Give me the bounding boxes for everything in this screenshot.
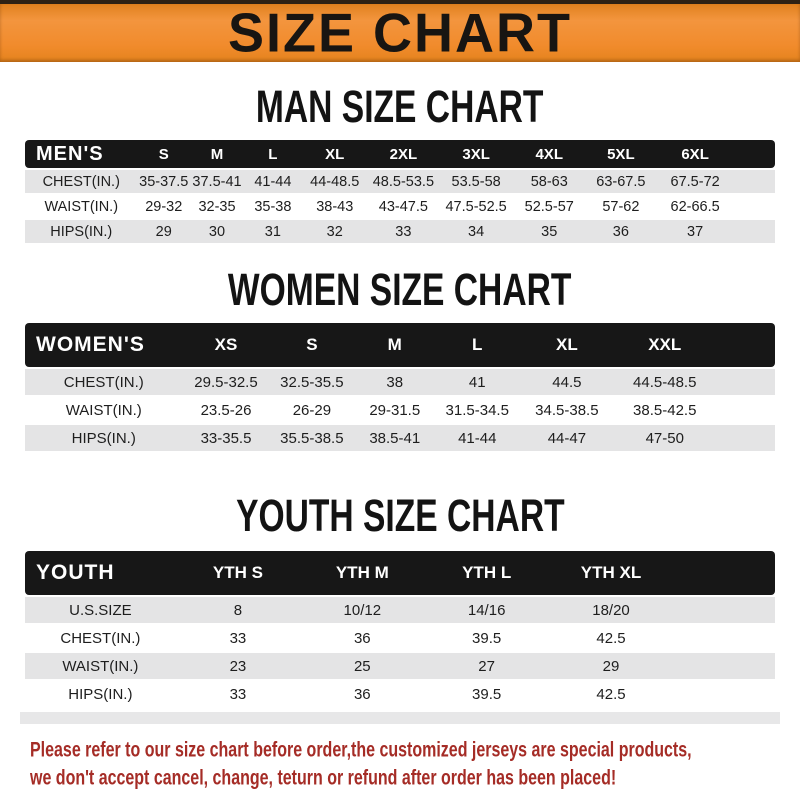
- row-label-cell: HIPS(IN.): [68, 685, 133, 703]
- value-cell: 62-66.5: [670, 198, 720, 215]
- value-cell: 63-67.5: [596, 173, 646, 190]
- row-label-cell: U.S.SIZE: [69, 601, 132, 619]
- size-header-row: [25, 551, 775, 595]
- filler-cell: [673, 597, 775, 623]
- banner-title: SIZE CHART: [228, 2, 572, 64]
- filler-cell: [734, 170, 775, 193]
- value-cell: 29.5-32.5: [194, 373, 258, 391]
- value-cell: 23: [229, 657, 247, 675]
- filler-cell: [715, 397, 775, 423]
- youth-section: [0, 490, 800, 709]
- measurement-row: [25, 397, 775, 423]
- row-label-cell: CHEST(IN.): [42, 173, 120, 190]
- size-column-header: 5XL: [585, 140, 656, 168]
- value-cell: 39.5: [472, 629, 502, 647]
- value-cell: 37: [687, 223, 704, 240]
- value-cell: 52.5-57: [524, 198, 574, 215]
- notice-line-2-text: we don't accept cancel, change, teturn or refund after order has been placed!: [30, 766, 617, 790]
- value-cell: 44-48.5: [310, 173, 360, 190]
- value-cell: 23.5-26: [200, 401, 252, 419]
- value-cell: 27: [478, 657, 495, 675]
- value-cell: 42.5: [596, 685, 626, 703]
- measurement-row: [25, 170, 775, 193]
- value-cell: 47.5-52.5: [445, 198, 507, 215]
- size-column-header: 2XL: [368, 140, 439, 168]
- youth-heading-text: YOUTH SIZE CHART: [235, 490, 565, 541]
- value-cell: 34: [468, 223, 485, 240]
- size-header-row: [25, 323, 775, 367]
- women-size-table: [25, 321, 775, 453]
- value-cell: 18/20: [592, 601, 630, 619]
- table-title-cell: MEN'S: [25, 140, 138, 168]
- men-section: [0, 81, 800, 245]
- women-section: [0, 264, 800, 453]
- value-cell: 48.5-53.5: [372, 173, 435, 190]
- filler-cell: [673, 653, 775, 679]
- value-cell: 31: [264, 223, 281, 240]
- size-column-header: XL: [519, 323, 614, 367]
- youth-size-table: [25, 549, 775, 709]
- value-cell: 36: [353, 685, 371, 703]
- size-column-header: 4XL: [513, 140, 585, 168]
- banner: [0, 0, 800, 62]
- value-cell: 38-43: [316, 198, 354, 215]
- value-cell: 33: [229, 685, 247, 703]
- value-cell: 67.5-72: [670, 173, 720, 190]
- value-cell: 38.5-41: [369, 429, 421, 447]
- row-label-cell: WAIST(IN.): [65, 401, 142, 419]
- value-cell: 41-44: [254, 173, 292, 190]
- row-label-cell: HIPS(IN.): [50, 223, 113, 240]
- divider-strip: [20, 712, 780, 724]
- size-column-header: XXL: [615, 323, 716, 367]
- youth-section-heading: [0, 490, 800, 541]
- value-cell: 41: [468, 373, 486, 391]
- value-cell: 43-47.5: [378, 198, 428, 215]
- value-cell: 33: [395, 223, 412, 240]
- value-cell: 30: [208, 223, 226, 240]
- value-cell: 35-37.5: [139, 173, 189, 190]
- footer-notice: [30, 737, 800, 793]
- notice-line-2: [30, 765, 800, 793]
- value-cell: 26-29: [292, 401, 332, 419]
- table-title-cell: WOMEN'S: [25, 323, 183, 367]
- size-column-header: YTH XL: [549, 551, 673, 595]
- value-cell: 47-50: [645, 429, 684, 447]
- size-column-header: L: [244, 140, 302, 168]
- filler-cell: [715, 425, 775, 451]
- value-cell: 32.5-35.5: [280, 373, 344, 391]
- value-cell: 35: [541, 223, 558, 240]
- value-cell: 29: [155, 223, 172, 240]
- measurement-row: [25, 625, 775, 651]
- value-cell: 38: [386, 373, 404, 391]
- filler-cell: [673, 681, 775, 707]
- size-column-header: YTH L: [424, 551, 548, 595]
- value-cell: 53.5-58: [451, 173, 501, 190]
- value-cell: 35-38: [254, 198, 292, 215]
- row-label-cell: CHEST(IN.): [60, 629, 141, 647]
- size-column-header: M: [190, 140, 244, 168]
- measurement-row: [25, 369, 775, 395]
- row-label-cell: HIPS(IN.): [71, 429, 136, 447]
- value-cell: 44-47: [547, 429, 587, 447]
- size-header-row: [25, 140, 775, 168]
- value-cell: 31.5-34.5: [445, 401, 509, 419]
- filler-cell: [734, 220, 775, 243]
- size-column-header: 6XL: [656, 140, 733, 168]
- size-column-header: L: [435, 323, 519, 367]
- filler-cell: [673, 625, 775, 651]
- women-heading-text: WOMEN SIZE CHART: [228, 264, 572, 315]
- row-label-cell: WAIST(IN.): [62, 657, 139, 675]
- value-cell: 58-63: [530, 173, 568, 190]
- measurement-row: [25, 195, 775, 218]
- value-cell: 44.5-48.5: [633, 373, 697, 391]
- value-cell: 33: [229, 629, 247, 647]
- row-label-cell: CHEST(IN.): [63, 373, 144, 391]
- measurement-row: [25, 681, 775, 707]
- value-cell: 36: [353, 629, 371, 647]
- size-column-header: XS: [183, 323, 270, 367]
- size-column-header: S: [138, 140, 191, 168]
- filler-cell: [715, 369, 775, 395]
- filler-cell: [734, 140, 775, 168]
- value-cell: 36: [612, 223, 629, 240]
- value-cell: 57-62: [602, 198, 640, 215]
- measurement-row: [25, 425, 775, 451]
- value-cell: 32: [326, 223, 343, 240]
- measurement-row: [25, 220, 775, 243]
- row-label-cell: WAIST(IN.): [44, 198, 119, 215]
- value-cell: 14/16: [467, 601, 506, 619]
- value-cell: 8: [233, 601, 243, 619]
- value-cell: 34.5-38.5: [535, 401, 599, 419]
- men-heading-text: MAN SIZE CHART: [256, 81, 544, 132]
- value-cell: 42.5: [596, 629, 626, 647]
- filler-cell: [673, 551, 775, 595]
- men-section-heading: [0, 81, 800, 132]
- value-cell: 10/12: [343, 601, 382, 619]
- table-title-cell: YOUTH: [25, 551, 176, 595]
- filler-cell: [734, 195, 775, 218]
- notice-line-1-text: Please refer to our size chart before order,the customized jerseys are special products,: [30, 738, 692, 762]
- value-cell: 29-32: [145, 198, 183, 215]
- value-cell: 39.5: [472, 685, 502, 703]
- measurement-row: [25, 653, 775, 679]
- men-size-table: [25, 138, 775, 245]
- size-column-header: XL: [302, 140, 368, 168]
- size-column-header: YTH S: [176, 551, 300, 595]
- size-column-header: 3XL: [439, 140, 513, 168]
- size-column-header: M: [354, 323, 435, 367]
- value-cell: 35.5-38.5: [280, 429, 344, 447]
- value-cell: 29: [602, 657, 620, 675]
- value-cell: 25: [353, 657, 371, 675]
- value-cell: 38.5-42.5: [633, 401, 697, 419]
- value-cell: 41-44: [458, 429, 497, 447]
- measurement-row: [25, 597, 775, 623]
- size-column-header: YTH M: [300, 551, 424, 595]
- value-cell: 33-35.5: [200, 429, 252, 447]
- value-cell: 32-35: [198, 198, 236, 215]
- value-cell: 37.5-41: [192, 173, 242, 190]
- women-section-heading: [0, 264, 800, 315]
- size-column-header: S: [270, 323, 355, 367]
- filler-cell: [715, 323, 775, 367]
- value-cell: 29-31.5: [369, 401, 421, 419]
- value-cell: 44.5: [552, 373, 582, 391]
- notice-line-1: [30, 737, 800, 765]
